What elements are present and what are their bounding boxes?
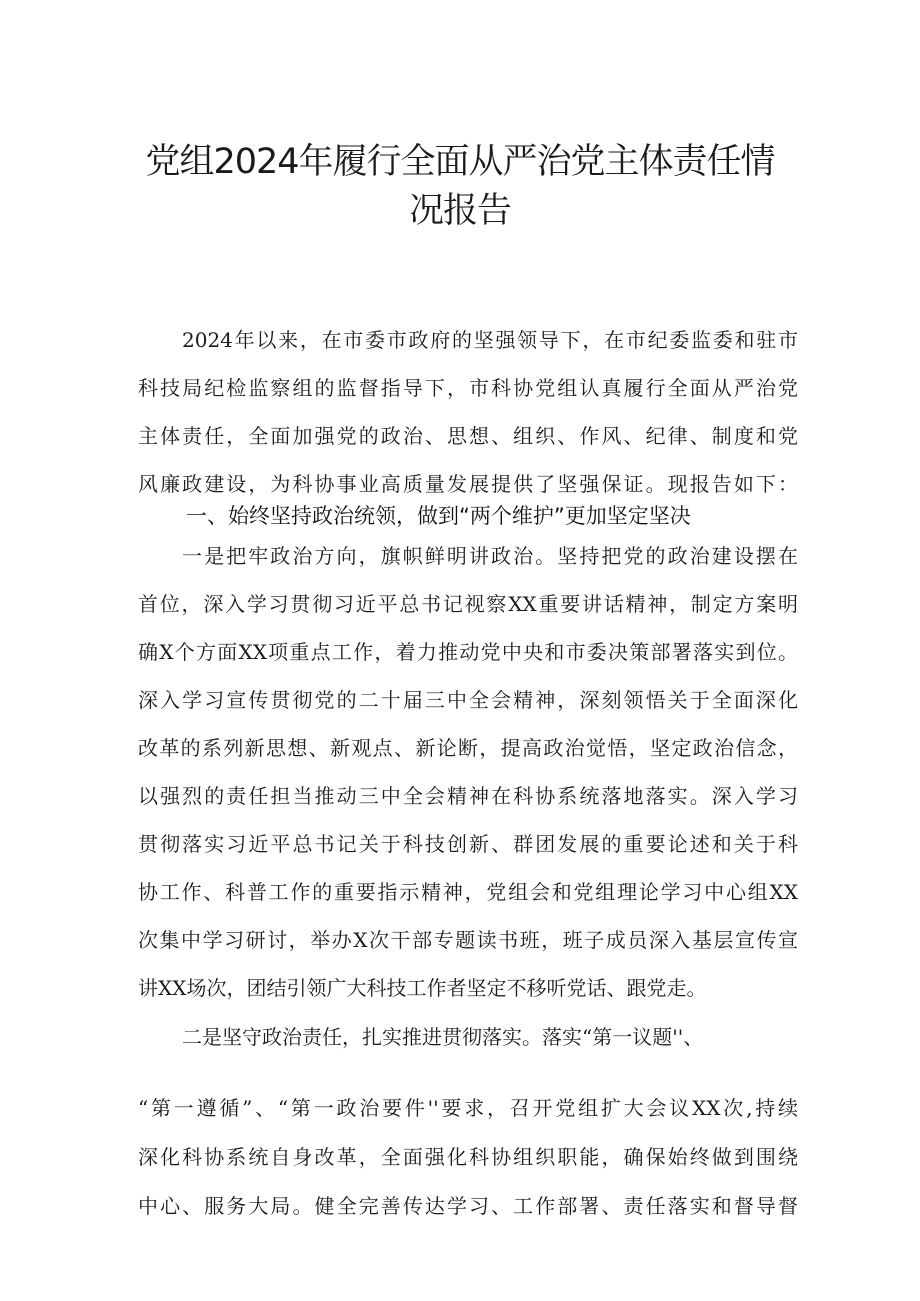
section-1-heading: 一、始终坚持政治统领，做到“两个维护”更加坚定坚决 — [186, 504, 691, 528]
para2-line-3: 深化科协系统自身改革，全面强化科协组织职能，确保始终做到围绕 — [138, 1145, 798, 1169]
para2-line-2: “第一遵循”、“第一政治要件''要求，召开党组扩大会议XX次,持续 — [138, 1096, 798, 1120]
para1-line-2: 首位，深入学习贯彻习近平总书记视察XX重要讲话精神，制定方案明 — [138, 592, 798, 616]
para1-line-6: 以强烈的责任担当推动三中全会精神在科协系统落地落实。深入学习 — [138, 784, 798, 808]
para1-line-5: 改革的系列新思想、新观点、新论断，提高政治觉悟，坚定政治信念， — [138, 736, 798, 760]
document-title-line-2: 况报告 — [408, 191, 511, 231]
para1-line-4: 深入学习宣传贯彻党的二十届三中全会精神，深刻领悟关于全面深化 — [138, 688, 798, 712]
para1-line-9: 次集中学习研讨，举办X次干部专题读书班，班子成员深入基层宣传宣 — [138, 928, 798, 952]
para1-line-8: 协工作、科普工作的重要指示精神，党组会和党组理论学习中心组XX — [138, 880, 798, 904]
intro-line-4: 风廉政建设，为科协事业高质量发展提供了坚强保证。现报告如下： — [138, 472, 798, 496]
para1-line-3: 确X个方面XX项重点工作，着力推动党中央和市委决策部署落实到位。 — [138, 640, 798, 664]
para1-line-10: 讲XX场次，团结引领广大科技工作者坚定不移听党话、跟党走。 — [138, 976, 707, 1000]
document-title-line-1: 党组2024年履行全面从严治党主体责任情 — [145, 142, 775, 182]
intro-line-2: 科技局纪检监察组的监督指导下，市科协党组认真履行全面从严治党 — [138, 376, 798, 400]
para1-line-1: 一是把牢政治方向，旗帜鲜明讲政治。坚持把党的政治建设摆在 — [182, 544, 798, 568]
para2-line-4: 中心、服务大局。健全完善传达学习、工作部署、责任落实和督导督 — [138, 1194, 798, 1218]
intro-line-3: 主体责任，全面加强党的政治、思想、组织、作风、纪律、制度和党 — [138, 424, 798, 448]
intro-line-1: 2024年以来，在市委市政府的坚强领导下，在市纪委监委和驻市 — [182, 328, 798, 352]
para2-line-1: 二是坚守政治责任，扎实推进贯彻落实。落实“第一议题''、 — [182, 1025, 704, 1049]
para1-line-7: 贯彻落实习近平总书记关于科技创新、群团发展的重要论述和关于科 — [138, 832, 798, 856]
